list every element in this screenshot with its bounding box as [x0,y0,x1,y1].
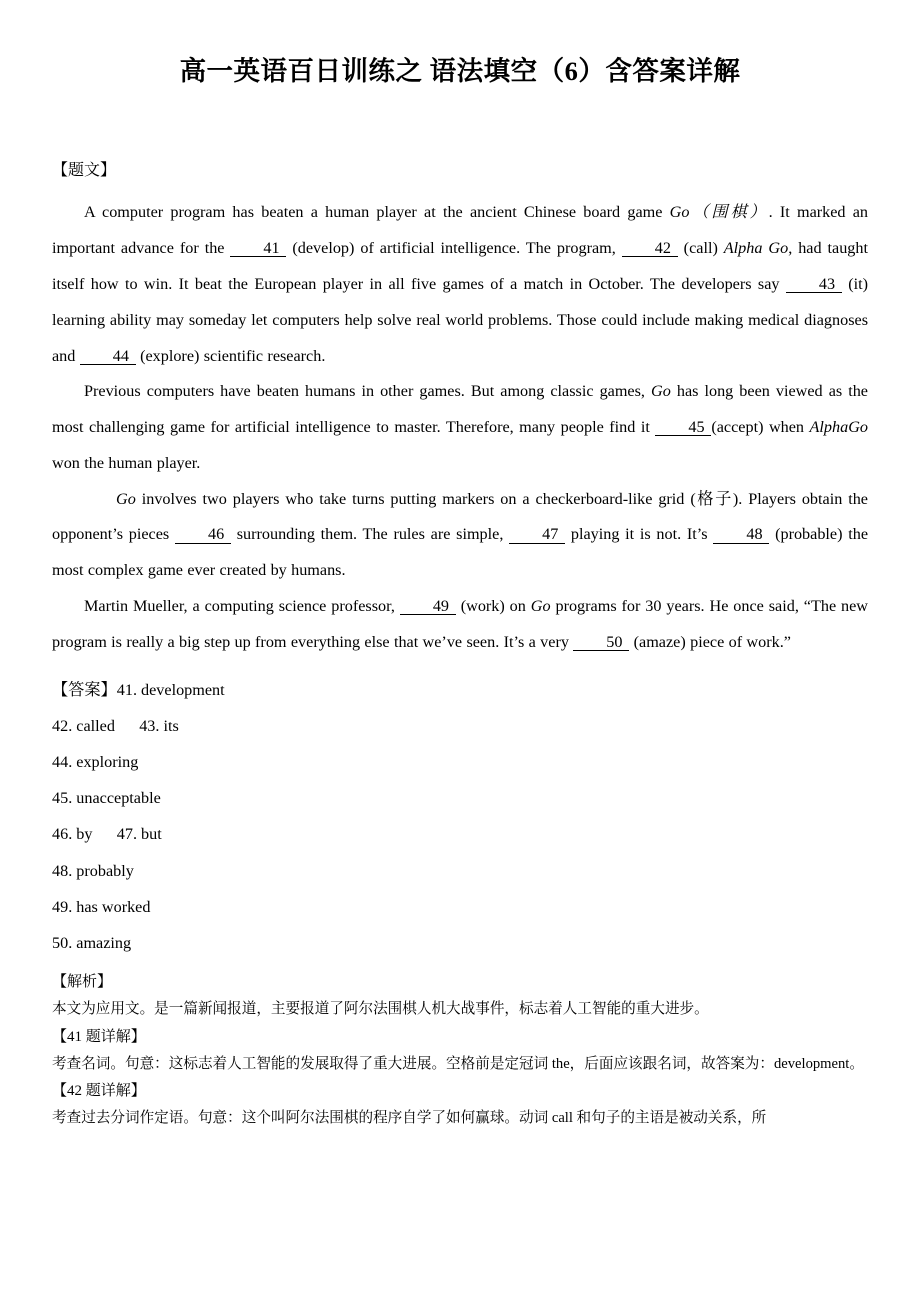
blank-41[interactable]: 41 [230,240,286,257]
blank-45[interactable]: 45 [655,419,711,436]
p3-text-2: surrounding them. The rules are simple, [230,525,510,544]
p1-text-4: (call) [677,239,724,258]
answers-line-6: 48. probably [52,861,134,880]
p3-text-1: involves two players who take turns putting markers on a checkerboard-like grid (格子). Players obtain the opponent’s pieces [52,489,868,544]
analysis-item-41-label: 【41 题详解】 [52,1028,146,1045]
blank-48[interactable]: 48 [713,526,769,543]
blank-44[interactable]: 44 [80,348,136,365]
p1-text-2: . It marked an important advance for the [52,203,869,258]
blank-50[interactable]: 50 [573,634,629,651]
p2-alphago-italic: AlphaGo [809,418,868,437]
answers-line-4: 45. unacceptable [52,789,161,808]
blank-46[interactable]: 46 [175,526,231,543]
p1-text-6: (it) learning ability may someday let computers help solve real world problems. Those could include making medical diagnoses and [52,274,868,365]
answers-line-7: 49. has worked [52,897,151,916]
passage-body [52,180,868,660]
blank-49[interactable]: 49 [400,598,456,615]
p4-text-1: Martin Mueller, a computing science professor, [84,597,400,616]
p1-go-chinese: （围棋） [689,203,769,222]
answer-41: 41. development [116,680,225,699]
passage-section-label: 【题文】 [52,162,117,180]
p4-text-4: (amaze) piece of work.” [629,632,791,651]
p2-text-3: (accept) when [711,418,810,437]
answers-line-2: 42. called 43. its [52,716,179,735]
p3-text-4: (probable) the most complex game ever created by humans. [52,525,869,580]
p1-alphago-italic: Alpha Go [723,239,789,258]
answers-line-3: 44. exploring [52,753,139,772]
page-title: 高一英语百日训练之 语法填空（6）含答案详解 [179,56,741,86]
p1-go-italic: Go [669,203,690,222]
passage-paragraph-1 [52,195,868,374]
answers-line-1 [52,672,868,708]
answers-line-5: 46. by 47. but [52,825,162,844]
analysis-section-label: 【解析】 [52,974,113,991]
p2-go-italic: Go [651,382,671,401]
answers-section [52,661,868,962]
p3-go-italic: Go [116,489,136,508]
p3-text-3: playing it is not. It’s [565,525,714,544]
p2-text-1: Previous computers have beaten humans in other games. But among classic games, [84,382,652,401]
analysis-item-42-label: 【42 题详解】 [52,1083,146,1100]
blank-47[interactable]: 47 [509,526,565,543]
p2-text-2: has long been viewed as the most challenging game for artificial intelligence to master. Therefore, many people find it [52,382,868,437]
p1-text-7: (explore) scientific research. [135,346,326,365]
passage-paragraph-4 [52,589,868,661]
p4-go-italic: Go [530,597,551,616]
passage-paragraph-3 [52,482,868,589]
p4-text-3: programs for 30 years. He once said, “The new program is really a big step up from everything else that we’ve seen. It’s a very [52,597,868,651]
blank-42[interactable]: 42 [622,240,678,257]
p2-text-4: won the human player. [52,453,201,472]
analysis-section [52,961,868,1133]
analysis-summary: 本文为应用文。是一篇新闻报道，主要报道了阿尔法围棋人机大战事件，标志着人工智能的重大进步。 [52,1001,709,1018]
passage-paragraph-2 [52,374,868,481]
p1-text-1: A computer program has beaten a human player at the ancient Chinese board game [84,203,670,222]
analysis-item-41-text: 考查名词。句意：这标志着人工智能的发展取得了重大进展。空格前是定冠词 the，后面应该跟名词，故答案为：development。 [52,1055,864,1072]
answers-section-label: 【答案】 [52,680,117,699]
analysis-item-42-text: 考查过去分词作定语。句意：这个叫阿尔法围棋的程序自学了如何赢球。动词 call 和句子的主语是被动关系，所 [52,1110,767,1127]
p1-text-5: , had taught itself how to win. It beat the European player in all five games of a match in October. The developers say [52,239,868,293]
blank-43[interactable]: 43 [786,276,842,293]
p1-text-3: (develop) of artificial intelligence. The program, [286,239,622,258]
p4-text-2: (work) on [455,597,531,616]
answers-line-8: 50. amazing [52,934,132,953]
